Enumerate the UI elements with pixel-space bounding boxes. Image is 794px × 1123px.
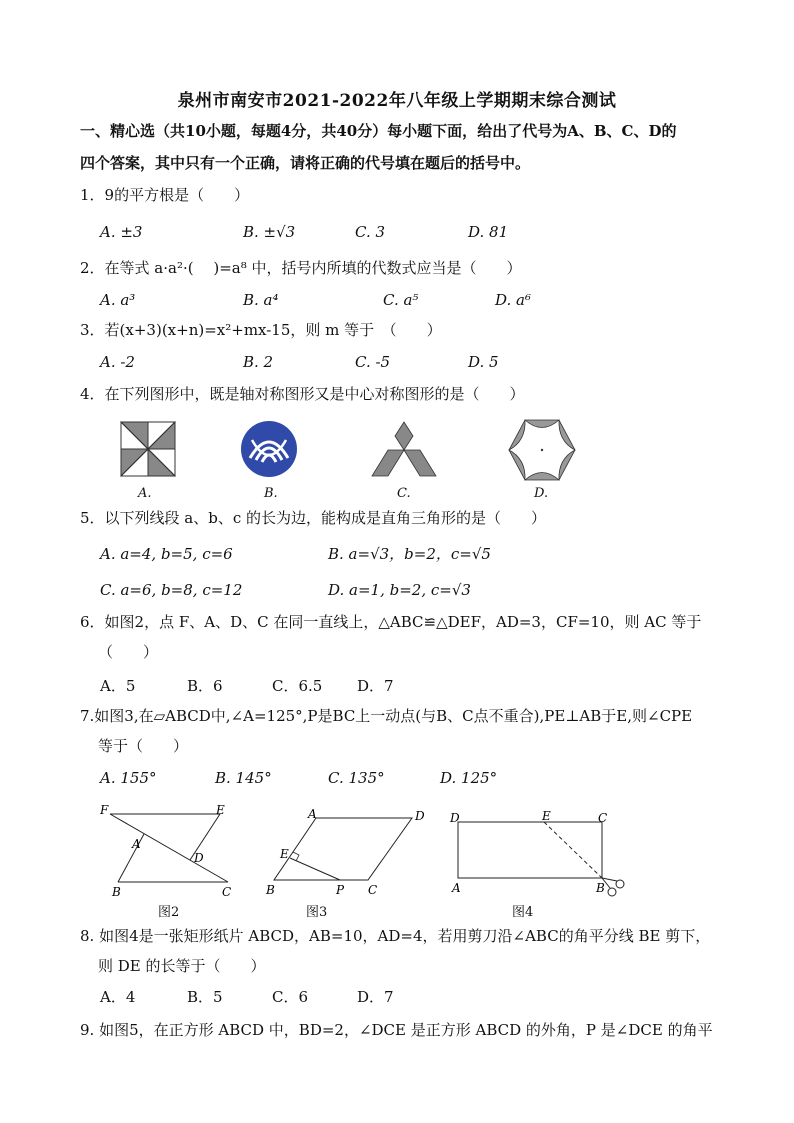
q2-option-b: B. a⁴ bbox=[243, 291, 279, 309]
q2-option-a: A. a³ bbox=[100, 291, 136, 309]
q5-option-c: C. a=6, b=8, c=12 bbox=[100, 581, 243, 599]
q8-option-d: D．7 bbox=[357, 988, 394, 1006]
q8-option-b: B．5 bbox=[187, 988, 223, 1006]
fig3-label-d: D bbox=[415, 809, 425, 823]
q7-option-c: C. 135° bbox=[328, 769, 385, 787]
q6-option-a: A．5 bbox=[100, 677, 136, 695]
q1-option-d: D. 81 bbox=[468, 223, 509, 241]
question-6-cont: （ ） bbox=[98, 643, 159, 661]
q8-option-a: A．4 bbox=[100, 988, 136, 1006]
figure-4-caption: 图4 bbox=[512, 905, 534, 920]
q2-option-d: D. a⁶ bbox=[495, 291, 531, 309]
q2-option-c: C. a⁵ bbox=[383, 291, 419, 309]
figure-d-label: D. bbox=[534, 486, 549, 501]
q6-option-c: C．6.5 bbox=[272, 677, 323, 695]
fig2-label-f: F bbox=[100, 804, 109, 817]
q8-option-c: C．6 bbox=[272, 988, 309, 1006]
fig2-label-c: C bbox=[222, 885, 232, 899]
fig2-label-b: B bbox=[112, 885, 121, 899]
figure-b-label: B. bbox=[264, 486, 278, 501]
fig2-label-d: D bbox=[194, 851, 204, 865]
figure-c-label: C. bbox=[397, 486, 411, 501]
question-7-cont: 等于（ ） bbox=[98, 737, 189, 755]
question-6-stem: 6．如图2，点 F、A、D、C 在同一直线上，△ABC≌△DEF，AD=3，CF=10，则 AC 等于 bbox=[80, 613, 702, 631]
figure-2-caption: 图2 bbox=[158, 905, 180, 920]
q1-option-c: C. 3 bbox=[355, 223, 386, 241]
section-instructions-line1: 一、精心选（共10小题，每题4分，共40分）每小题下面，给出了代号为A、B、C、D的 bbox=[80, 122, 677, 140]
question-2-stem: 2．在等式 a·a²·( )=a⁸ 中，括号内所填的代数式应当是（ ） bbox=[80, 259, 522, 277]
scissors-icon bbox=[602, 878, 624, 896]
three-diamonds-figure bbox=[371, 421, 437, 477]
fig4-label-e: E bbox=[542, 809, 551, 823]
question-8-stem: 8. 如图4是一张矩形纸片 ABCD，AB=10，AD=4，若用剪刀沿∠ABC的角平分线 BE 剪下， bbox=[80, 927, 711, 945]
question-5-stem: 5．以下列线段 a、b、c 的长为边，能构成是直角三角形的是（ ） bbox=[80, 509, 547, 527]
fig3-label-c: C bbox=[368, 883, 378, 897]
question-9-stem: 9. 如图5，在正方形 ABCD 中，BD=2，∠DCE 是正方形 ABCD 的外角，P 是∠DCE 的角平 bbox=[80, 1021, 713, 1039]
q3-option-b: B. 2 bbox=[243, 353, 274, 371]
q5-option-b: B. a=√3，b=2，c=√5 bbox=[328, 545, 491, 563]
pinwheel-figure bbox=[120, 421, 176, 477]
q1-option-b: B. ±√3 bbox=[243, 223, 296, 241]
figure-2-diagram bbox=[96, 804, 242, 900]
q3-option-d: D. 5 bbox=[468, 353, 499, 371]
figure-4-diagram bbox=[448, 808, 634, 898]
fig3-label-e: E bbox=[280, 847, 289, 861]
q6-option-b: B．6 bbox=[187, 677, 223, 695]
q3-option-a: A. -2 bbox=[100, 353, 135, 371]
fig4-label-a: A bbox=[452, 881, 461, 895]
q6-option-d: D．7 bbox=[357, 677, 394, 695]
fig4-label-c: C bbox=[598, 811, 608, 825]
q7-option-d: D. 125° bbox=[440, 769, 498, 787]
fig3-label-b: B bbox=[266, 883, 275, 897]
page-title: 泉州市南安市2021-2022年八年级上学期期末综合测试 bbox=[177, 91, 617, 111]
fig2-label-a: A bbox=[132, 837, 141, 851]
question-4-stem: 4．在下列图形中，既是轴对称图形又是中心对称图形的是（ ） bbox=[80, 385, 525, 403]
hexagon-figure bbox=[508, 419, 576, 481]
q1-option-a: A. ±3 bbox=[100, 223, 143, 241]
q5-option-a: A. a=4, b=5, c=6 bbox=[100, 545, 233, 563]
question-3-stem: 3．若(x+3)(x+n)=x²+mx-15，则 m 等于 （ ） bbox=[80, 321, 442, 339]
question-8-cont: 则 DE 的长等于（ ） bbox=[98, 957, 266, 975]
circle-logo-figure bbox=[240, 420, 298, 478]
question-7-stem: 7.如图3,在▱ABCD中,∠A=125°,P是BC上一动点(与B、C点不重合),PE⊥AB于E,则∠CPE bbox=[80, 707, 693, 725]
figure-3-diagram bbox=[262, 806, 432, 900]
section-instructions-line2: 四个答案，其中只有一个正确，请将正确的代号填在题后的括号中。 bbox=[80, 154, 531, 172]
q7-option-b: B. 145° bbox=[215, 769, 272, 787]
figure-a-label: A. bbox=[138, 486, 152, 501]
q3-option-c: C. -5 bbox=[355, 353, 391, 371]
fig3-label-p: P bbox=[336, 883, 345, 897]
question-1-stem: 1．9的平方根是（ ） bbox=[80, 186, 250, 204]
figure-3-caption: 图3 bbox=[306, 905, 328, 920]
q5-option-d: D. a=1, b=2, c=√3 bbox=[328, 581, 471, 599]
fig3-label-a: A bbox=[308, 807, 317, 821]
fig4-label-d: D bbox=[450, 811, 460, 825]
fig2-label-e: E bbox=[216, 804, 225, 817]
q7-option-a: A. 155° bbox=[100, 769, 157, 787]
fig4-label-b: B bbox=[596, 881, 605, 895]
